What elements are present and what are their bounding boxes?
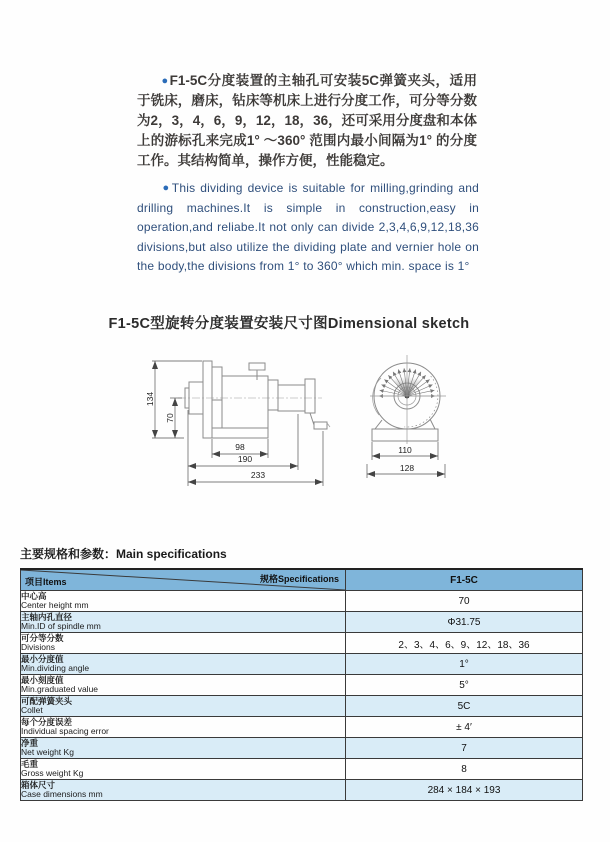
front-view-dimensions — [367, 442, 445, 478]
bullet-icon: ● — [161, 182, 171, 194]
header-spec-label: 规格Specifications — [259, 574, 339, 584]
header-items-cell — [21, 569, 346, 591]
spec-value: Φ31.75 — [346, 612, 583, 633]
spec-row — [21, 654, 583, 675]
spec-value: 284 × 184 × 193 — [346, 780, 583, 801]
spec-name-en: Center height mm — [21, 600, 89, 610]
header-model-cell: F1-5C — [346, 569, 583, 591]
spec-name-en: Min.graduated value — [21, 684, 99, 694]
dim-label-134: 134 — [145, 391, 155, 407]
spec-value: 70 — [346, 591, 583, 612]
spec-value: 5C — [346, 696, 583, 717]
front-view — [370, 355, 446, 444]
intro-text-cn: F1-5C分度装置的主轴孔可安装5C弹簧夹头，适用于铣床，磨床，钻床等机床上进行分度工作，可分等分数为2，3，4，6，9，12，18，36，还可采用分度盘和本体上的游标孔来完成1° ～360° 范围内最小间隔为1° 的分度工作。其结构简单，操作方便，性能稳定。 — [137, 72, 477, 168]
spec-value: ± 4′ — [346, 717, 583, 738]
dim-label-70: 70 — [165, 413, 175, 423]
dim-label-233: 233 — [250, 470, 266, 480]
specs-section-title: 主要规格和参数：Main specifications — [20, 547, 227, 561]
spec-name-cn: 主轴内孔直径 — [21, 611, 73, 622]
spec-row — [21, 780, 583, 801]
spec-value: 8 — [346, 759, 583, 780]
spec-row — [21, 759, 583, 780]
dim-label-98: 98 — [235, 442, 245, 452]
spec-value: 7 — [346, 738, 583, 759]
spec-name-cn: 可配弹簧夹头 — [21, 695, 73, 706]
spec-row — [21, 738, 583, 759]
spec-name-en: Net weight Kg — [21, 747, 74, 757]
intro-text-en: This dividing device is suitable for milling,grinding and drilling machines.It is simple in construction,easy in operation,and reliabe.It not only can divide 2,3,4,6,9,12,18,36 divisions,but also utilize the dividing plate and vernier hole on the body,the divisions from 1° to 360° which min. space is 1° — [137, 181, 479, 273]
intro-paragraph-en — [137, 179, 479, 277]
spec-row — [21, 696, 583, 717]
specs-table — [20, 568, 583, 801]
side-view — [178, 361, 330, 438]
spec-name-cn: 最小刻度值 — [21, 674, 64, 685]
spec-name-en: Collet — [21, 705, 43, 715]
dimensional-sketch — [130, 346, 475, 504]
spec-value: 1° — [346, 654, 583, 675]
header-items-label: 项目Items — [25, 577, 67, 587]
spec-name-en: Divisions — [21, 642, 56, 652]
spec-row — [21, 633, 583, 654]
spec-name-en: Case dimensions mm — [21, 789, 103, 799]
side-view-dimensions — [145, 361, 323, 486]
spec-name-cn: 箱体尺寸 — [21, 779, 56, 790]
spec-name-cn: 净重 — [21, 737, 39, 748]
spec-name-en: Min.dividing angle — [21, 663, 90, 673]
spec-row — [21, 675, 583, 696]
spec-name-en: Gross weight Kg — [21, 768, 84, 778]
spec-name-cn: 毛重 — [21, 758, 39, 769]
sketch-title: F1-5C型旋转分度装置安装尺寸图Dimensional sketch — [108, 316, 470, 332]
bullet-icon: ● — [161, 74, 169, 87]
spec-value: 2、3、4、6、9、12、18、36 — [346, 633, 583, 654]
spec-name-cn: 可分等分数 — [21, 632, 64, 643]
spec-name-en: Min.ID of spindle mm — [21, 621, 101, 631]
dim-label-190: 190 — [237, 454, 253, 464]
intro-paragraph-cn — [137, 71, 477, 171]
dim-label-110: 110 — [398, 445, 412, 455]
spec-value: 5° — [346, 675, 583, 696]
spec-name-cn: 最小分度值 — [21, 653, 64, 664]
spec-name-cn: 每个分度误差 — [21, 716, 73, 727]
spec-name-en: Individual spacing error — [21, 726, 109, 736]
spec-row — [21, 591, 583, 612]
specs-header-row — [21, 569, 583, 591]
spec-row — [21, 612, 583, 633]
spec-name-cn: 中心高 — [21, 590, 47, 601]
dim-label-128: 128 — [399, 463, 415, 473]
spec-row — [21, 717, 583, 738]
